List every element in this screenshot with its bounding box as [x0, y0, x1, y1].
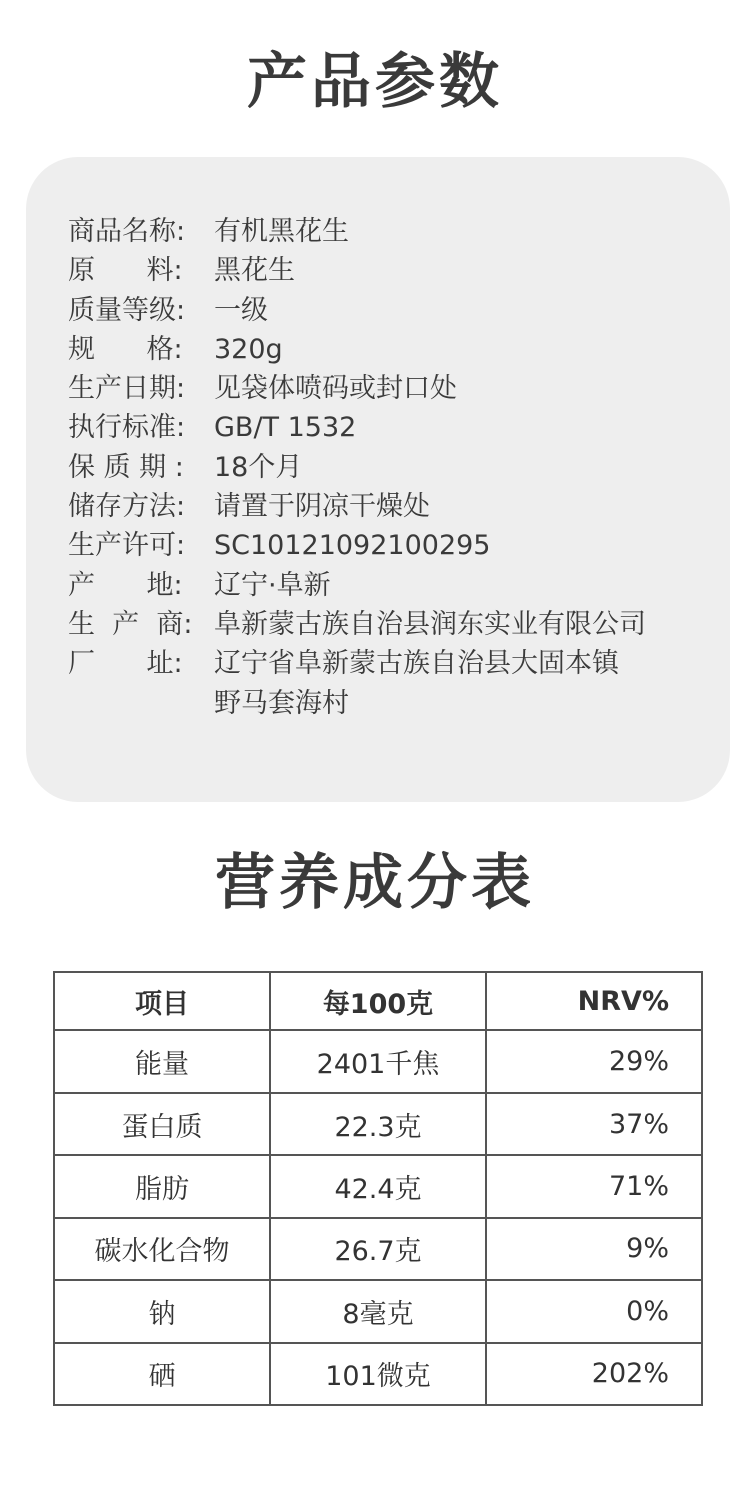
header-nrv-label: NRV% [577, 985, 669, 1017]
param-value: SC10121092100295 [214, 530, 491, 562]
nutrient-nrv: 37% [608, 1108, 669, 1140]
nutrient-name: 钠 [54, 1280, 270, 1342]
param-row [68, 408, 646, 447]
param-label: 质量等级: [68, 294, 186, 326]
table-row [54, 1030, 702, 1092]
param-value: 18个月 [214, 451, 303, 483]
nutrient-amount: 2401千焦 [270, 1030, 486, 1092]
param-label: 产 地: [68, 569, 183, 601]
param-row [68, 330, 646, 369]
nutrient-amount: 22.3克 [270, 1093, 486, 1155]
param-row [68, 605, 646, 644]
nutrient-name: 能量 [54, 1030, 270, 1092]
table-row [54, 1218, 702, 1280]
param-label: 原 料: [68, 255, 183, 287]
param-row [68, 212, 646, 251]
product-params-title: 产品参数 [247, 47, 503, 117]
param-row [68, 291, 646, 330]
table-row [54, 1155, 702, 1217]
param-row [68, 526, 646, 565]
nutrient-name: 脂肪 [54, 1155, 270, 1217]
param-label: 执行标准: [68, 412, 186, 444]
table-row [54, 1093, 702, 1155]
nutrient-nrv-cell [486, 1218, 702, 1280]
param-value: 黑花生 [214, 255, 295, 287]
param-row [68, 566, 646, 605]
nutrient-nrv-cell [486, 1093, 702, 1155]
param-value: 阜新蒙古族自治县润东实业有限公司 [214, 608, 646, 640]
param-row [68, 369, 646, 408]
nutrient-nrv-cell [486, 1030, 702, 1092]
nutrient-nrv: 202% [591, 1358, 669, 1390]
params-list [68, 212, 646, 723]
param-label: 商品名称: [68, 216, 186, 247]
table-row [54, 1280, 702, 1342]
param-row [68, 251, 646, 290]
nutrient-nrv: 0% [626, 1295, 669, 1327]
param-value: 请置于阴凉干燥处 [214, 491, 430, 523]
nutrient-nrv: 29% [608, 1046, 669, 1078]
param-row [68, 448, 646, 487]
param-value: 有机黑花生 [214, 216, 349, 247]
param-label: 保 质 期 : [68, 451, 184, 483]
nutrition-table [53, 971, 703, 1406]
nutrient-nrv: 9% [626, 1233, 669, 1265]
param-label: 生 产 商: [68, 608, 193, 640]
nutrient-name: 蛋白质 [54, 1093, 270, 1155]
header-item: 项目 [54, 972, 270, 1030]
nutrient-nrv: 71% [608, 1170, 669, 1202]
param-label: 生产许可: [68, 530, 186, 562]
nutrient-nrv-cell [486, 1280, 702, 1342]
table-header-row [54, 972, 702, 1030]
param-value: 见袋体喷码或封口处 [214, 373, 457, 405]
nutrient-amount: 26.7克 [270, 1218, 486, 1280]
nutrient-nrv-cell [486, 1155, 702, 1217]
param-row [68, 487, 646, 526]
nutrient-nrv-cell [486, 1343, 702, 1406]
param-value: 320g [214, 333, 283, 365]
header-nrv [486, 972, 702, 1030]
param-value: 一级 [214, 294, 268, 326]
param-value: 辽宁·阜新 [214, 569, 331, 601]
nutrient-amount: 101微克 [270, 1343, 486, 1406]
param-label: 厂 址: [68, 648, 183, 680]
param-value: 辽宁省阜新蒙古族自治县大固本镇 [214, 648, 619, 680]
address-line2: 野马套海村 [214, 687, 349, 719]
nutrient-amount: 42.4克 [270, 1155, 486, 1217]
param-label: 储存方法: [68, 491, 186, 523]
nutrient-name: 碳水化合物 [54, 1218, 270, 1280]
param-row-continued [68, 684, 646, 723]
nutrient-name: 硒 [54, 1343, 270, 1406]
header-per100g: 每100克 [270, 972, 486, 1030]
param-label: 规 格: [68, 333, 183, 365]
param-row [68, 644, 646, 683]
nutrient-amount: 8毫克 [270, 1280, 486, 1342]
table-row [54, 1343, 702, 1406]
nutrition-title: 营养成分表 [215, 848, 535, 918]
param-value: GB/T 1532 [214, 412, 357, 444]
param-label: 生产日期: [68, 373, 186, 405]
